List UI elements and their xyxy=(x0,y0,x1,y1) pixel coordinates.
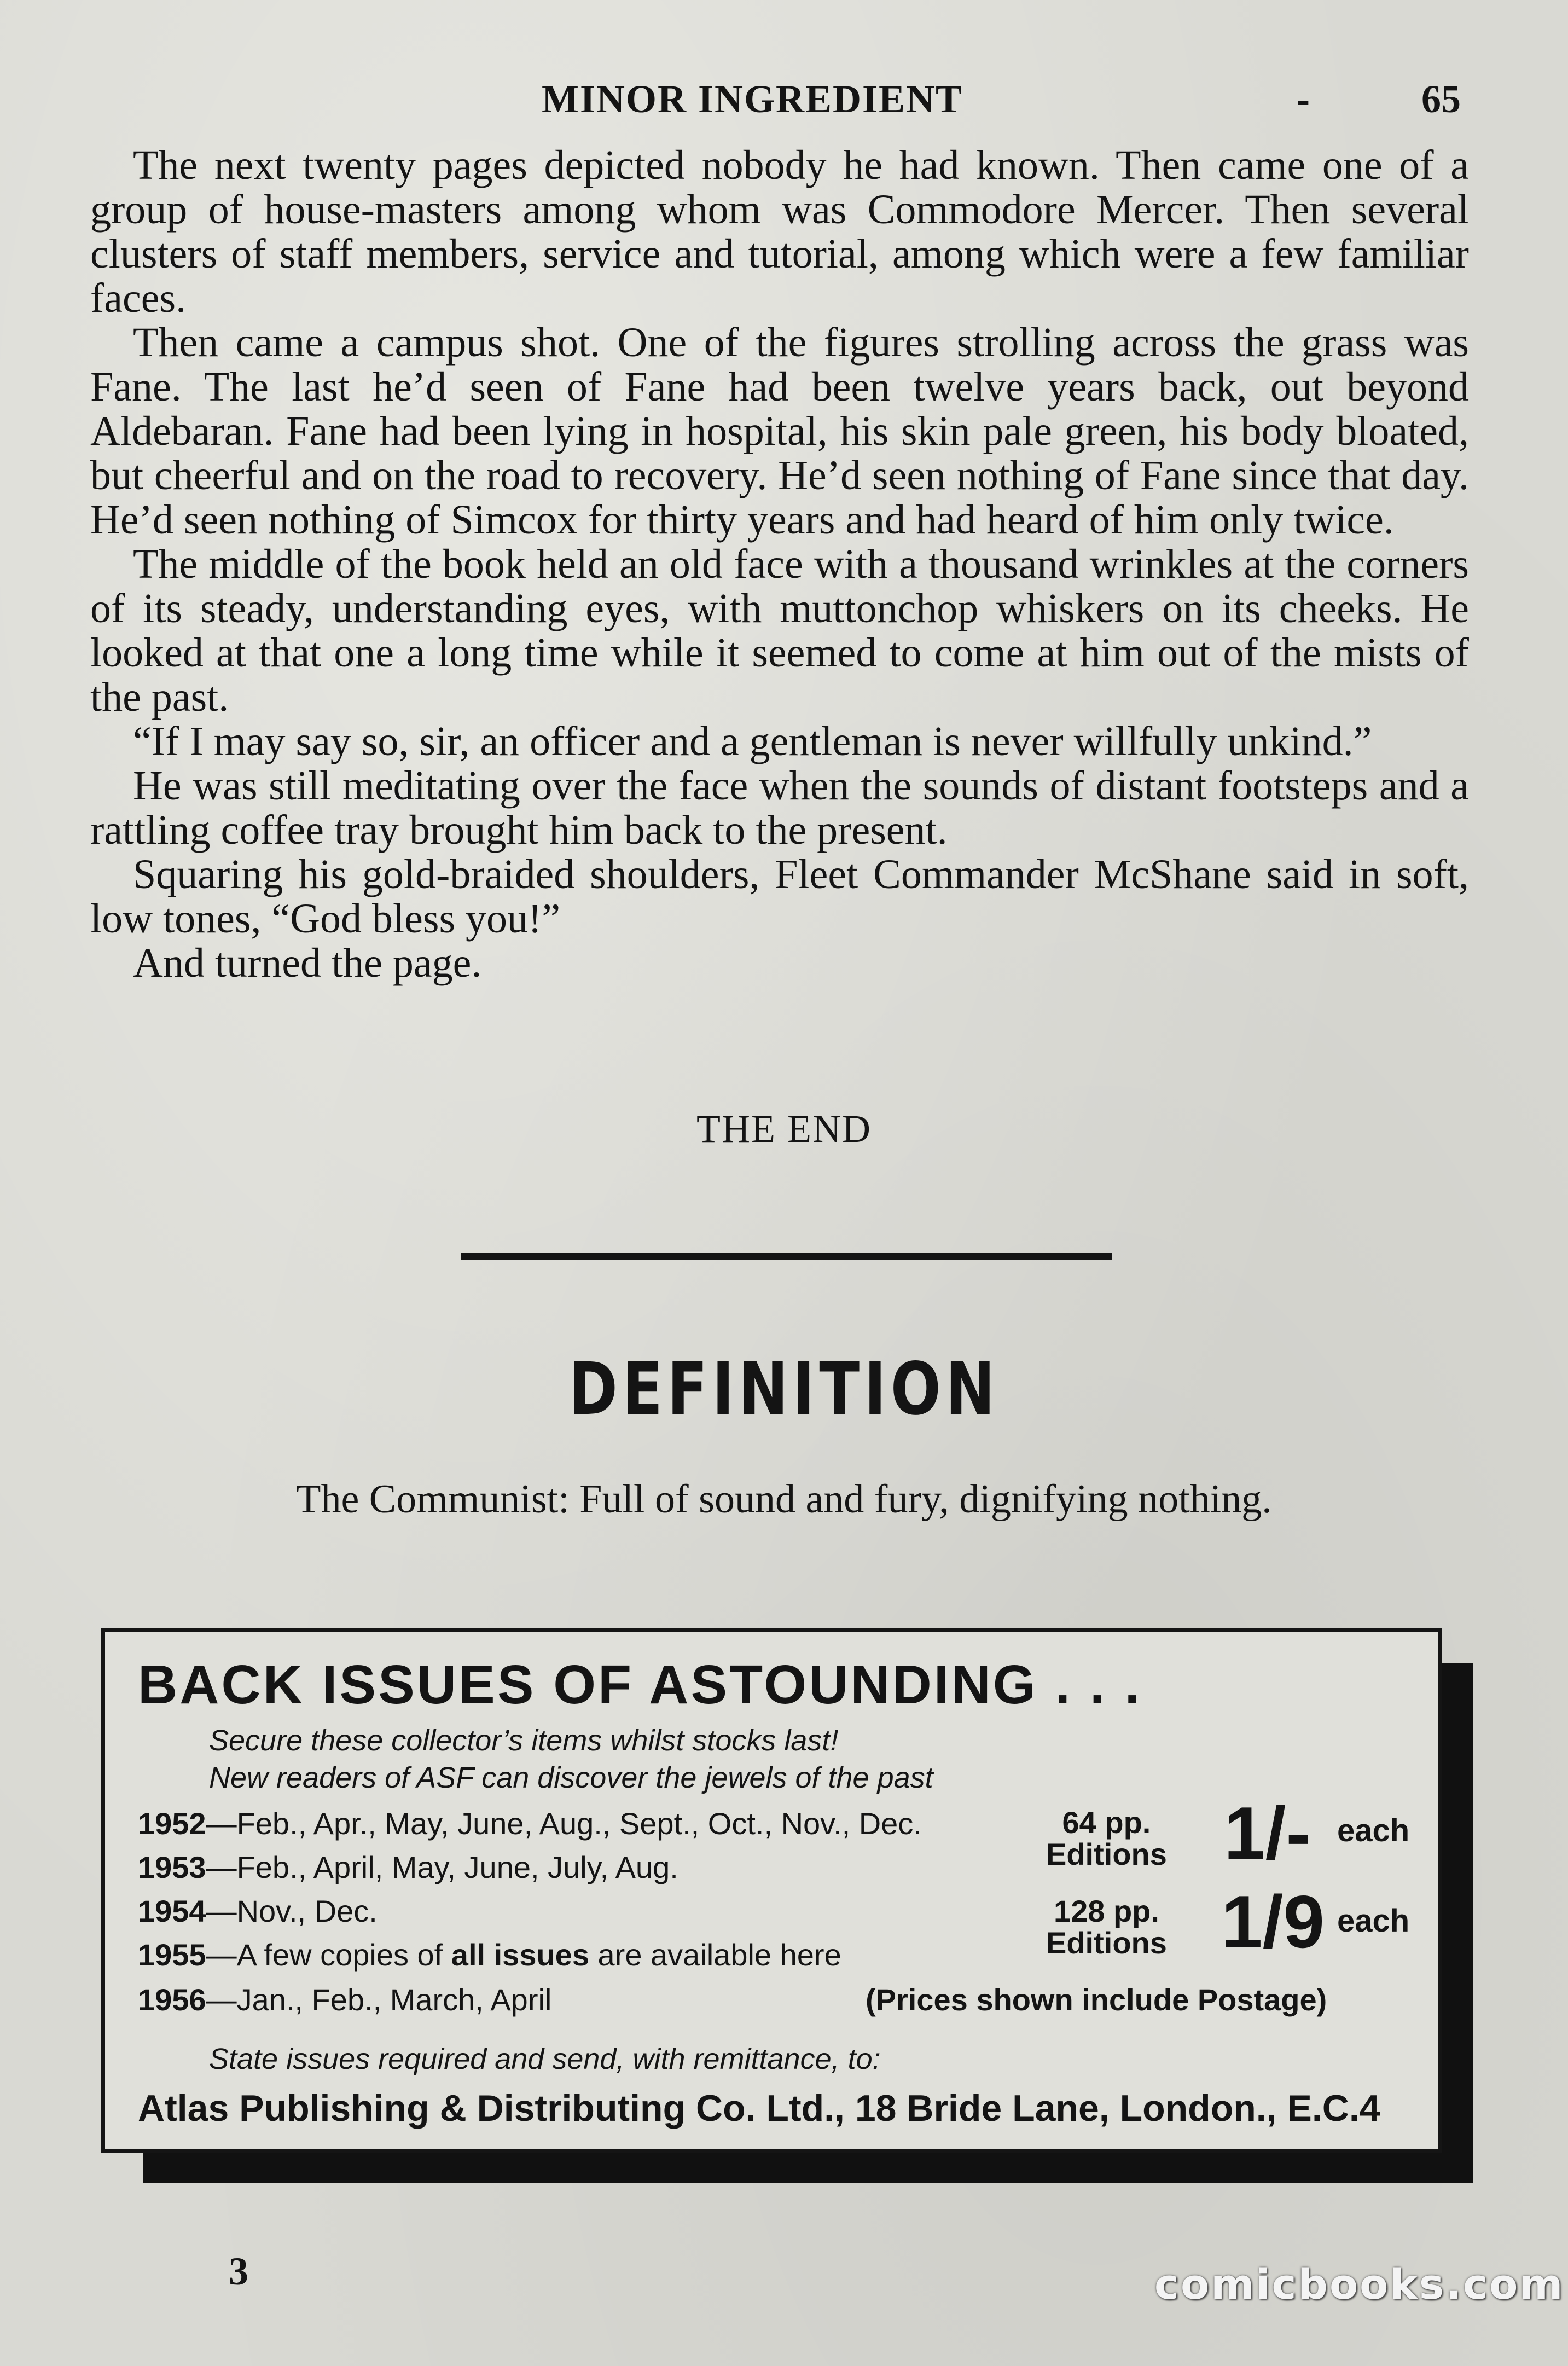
issue-year: 1953 xyxy=(138,1850,206,1884)
the-end-label: THE END xyxy=(696,1107,872,1151)
back-issues-advertisement xyxy=(101,1628,1442,2153)
story-paragraph: The middle of the book held an old face with a thousand wrinkles at the corners of its steady, understanding eyes, with muttonchop whiskers on its cheeks. He looked at that one a long time while it seemed to come at him out of the mists of the past. xyxy=(90,541,1469,720)
issue-year: 1954 xyxy=(138,1894,206,1928)
story-paragraph: “If I may say so, sir, an officer and a gentleman is never willfully unkind.” xyxy=(133,718,1372,764)
edition-pages: 128 pp. xyxy=(1053,1894,1159,1928)
edition-64-label xyxy=(1046,1807,1167,1870)
ad-title: BACK ISSUES OF ASTOUNDING . . . xyxy=(138,1654,1142,1715)
definition-text: The Communist: Full of sound and fury, dignifying nothing. xyxy=(296,1477,1272,1522)
issue-months: —Feb., Apr., May, June, Aug., Sept., Oct., Nov., Dec. xyxy=(206,1806,922,1841)
page-number: 65 xyxy=(1421,77,1461,121)
ad-tagline: Secure these collector’s items whilst stocks last! xyxy=(209,1724,839,1757)
story-paragraph: The next twenty pages depicted nobody he had known. Then came one of a group of house-masters among whom was Commodore Mercer. Then several clusters of staff members, service and tutorial, among which were a few familiar faces. xyxy=(90,142,1469,321)
issue-row-1952 xyxy=(138,1806,922,1841)
story-text xyxy=(90,143,1469,985)
story-paragraph: Squaring his gold-braided shoulders, Fleet Commander McShane said in soft, low tones, “God bless you!” xyxy=(90,851,1469,942)
site-watermark: comicbooks.com xyxy=(1154,2260,1565,2309)
edition-128-price: 1/9 xyxy=(1221,1880,1325,1963)
edition-word: Editions xyxy=(1046,1837,1167,1871)
issue-row-1954 xyxy=(138,1893,378,1929)
publisher-address: Atlas Publishing & Distributing Co. Ltd., 18 Bride Lane, London., E.C.4 xyxy=(138,2087,1380,2129)
story-paragraph: He was still meditating over the face when the sounds of distant footsteps and a rattling coffee tray brought him back to the present. xyxy=(90,763,1469,853)
issue-note-emphasis: all issues xyxy=(451,1938,589,1972)
issue-row-1956 xyxy=(138,1982,551,2017)
postage-note: (Prices shown include Postage) xyxy=(866,1982,1327,2017)
story-paragraph: Then came a campus shot. One of the figures strolling across the grass was Fane. The last he’d seen of Fane had been twelve years back, out beyond Aldebaran. Fane had been lying in hospital, his skin pale green, his body bloated, but cheerful and on the road to recovery. He’d seen nothing of Fane since that day. He’d seen nothing of Simcox for thirty years and had heard of him only twice. xyxy=(90,320,1469,543)
issue-months: —Feb., April, May, June, July, Aug. xyxy=(206,1850,678,1884)
header-dash: - xyxy=(1297,77,1310,121)
section-divider xyxy=(461,1253,1112,1260)
definition-title: DEFINITION xyxy=(568,1347,1000,1431)
issue-year: 1955 xyxy=(138,1938,206,1972)
running-title: MINOR INGREDIENT xyxy=(542,77,963,121)
edition-128-each: each xyxy=(1337,1903,1410,1939)
issue-months: —Nov., Dec. xyxy=(206,1894,378,1928)
issue-note: —A few copies of xyxy=(206,1938,451,1972)
issue-year: 1956 xyxy=(138,1982,206,2017)
order-instruction: State issues required and send, with remittance, to: xyxy=(209,2043,881,2075)
printer-signature-mark: 3 xyxy=(229,2249,248,2293)
edition-64-price: 1/- xyxy=(1224,1791,1311,1875)
issue-row-1955 xyxy=(138,1937,841,1973)
edition-pages: 64 pp. xyxy=(1062,1805,1151,1840)
edition-128-label xyxy=(1046,1895,1167,1959)
issue-row-1953 xyxy=(138,1849,678,1885)
issue-year: 1952 xyxy=(138,1806,206,1841)
story-paragraph: And turned the page. xyxy=(133,940,482,986)
edition-64-each: each xyxy=(1337,1813,1410,1848)
ad-tagline: New readers of ASF can discover the jewels of the past xyxy=(209,1761,933,1794)
edition-word: Editions xyxy=(1046,1926,1167,1960)
issue-note: are available here xyxy=(589,1938,841,1972)
issue-months: —Jan., Feb., March, April xyxy=(206,1982,552,2017)
